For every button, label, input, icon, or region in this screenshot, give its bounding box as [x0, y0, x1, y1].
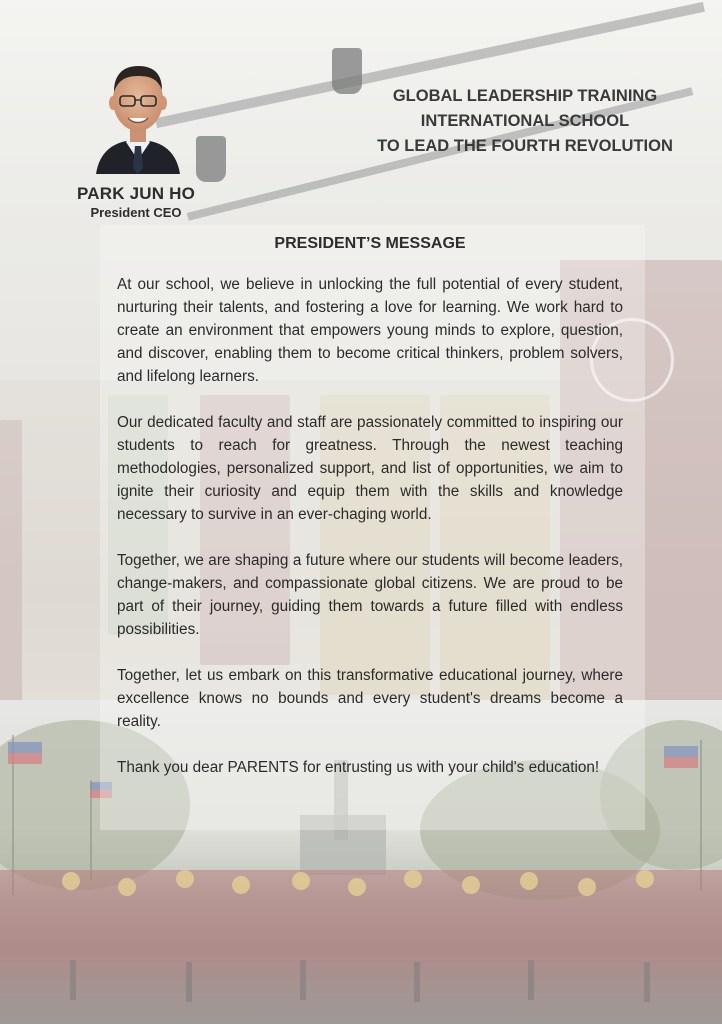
- headline-line-3: TO LEAD THE FOURTH REVOLUTION: [377, 137, 673, 155]
- president-portrait: [92, 56, 184, 174]
- message-paragraph: Together, let us embark on this transformative educational journey, where excellence knows no bounds and every student's dreams become a reality.: [117, 667, 623, 730]
- school-headline: [350, 84, 700, 159]
- message-paragraph: Our dedicated faculty and staff are passionately committed to inspiring our students to reach for greatness. Through the newest teaching methodologies, personalized support, and list of opportunities, we aim to ignite their curiosity and equip them with the skills and knowledge necessary to survive in an ever-chaging world.: [117, 414, 623, 523]
- headline-line-1: GLOBAL LEADERSHIP TRAINING: [392, 87, 658, 105]
- message-paragraph: Together, we are shaping a future where our students will become leaders, change-makers, and compassionate global citizens. We are proud to be part of their journey, guiding them towards a future filled with endless possibilities.: [117, 552, 623, 638]
- president-title: President CEO: [90, 205, 182, 220]
- message-paragraph: At our school, we believe in unlocking the full potential of every student, nurturing their talents, and fostering a love for learning. We work hard to create an environment that empowers young minds to explore, question, and discover, enabling them to become critical thinkers, problem solvers, and lifelong learners.: [117, 276, 623, 385]
- headline-line-2: INTERNATIONAL SCHOOL: [420, 112, 630, 130]
- message-title: PRESIDENT’S MESSAGE: [274, 235, 466, 252]
- message-paragraph: Thank you dear PARENTS for entrusting us with your child's education!: [117, 759, 600, 776]
- message-body: [117, 273, 623, 802]
- president-name: PARK JUN HO: [76, 184, 196, 203]
